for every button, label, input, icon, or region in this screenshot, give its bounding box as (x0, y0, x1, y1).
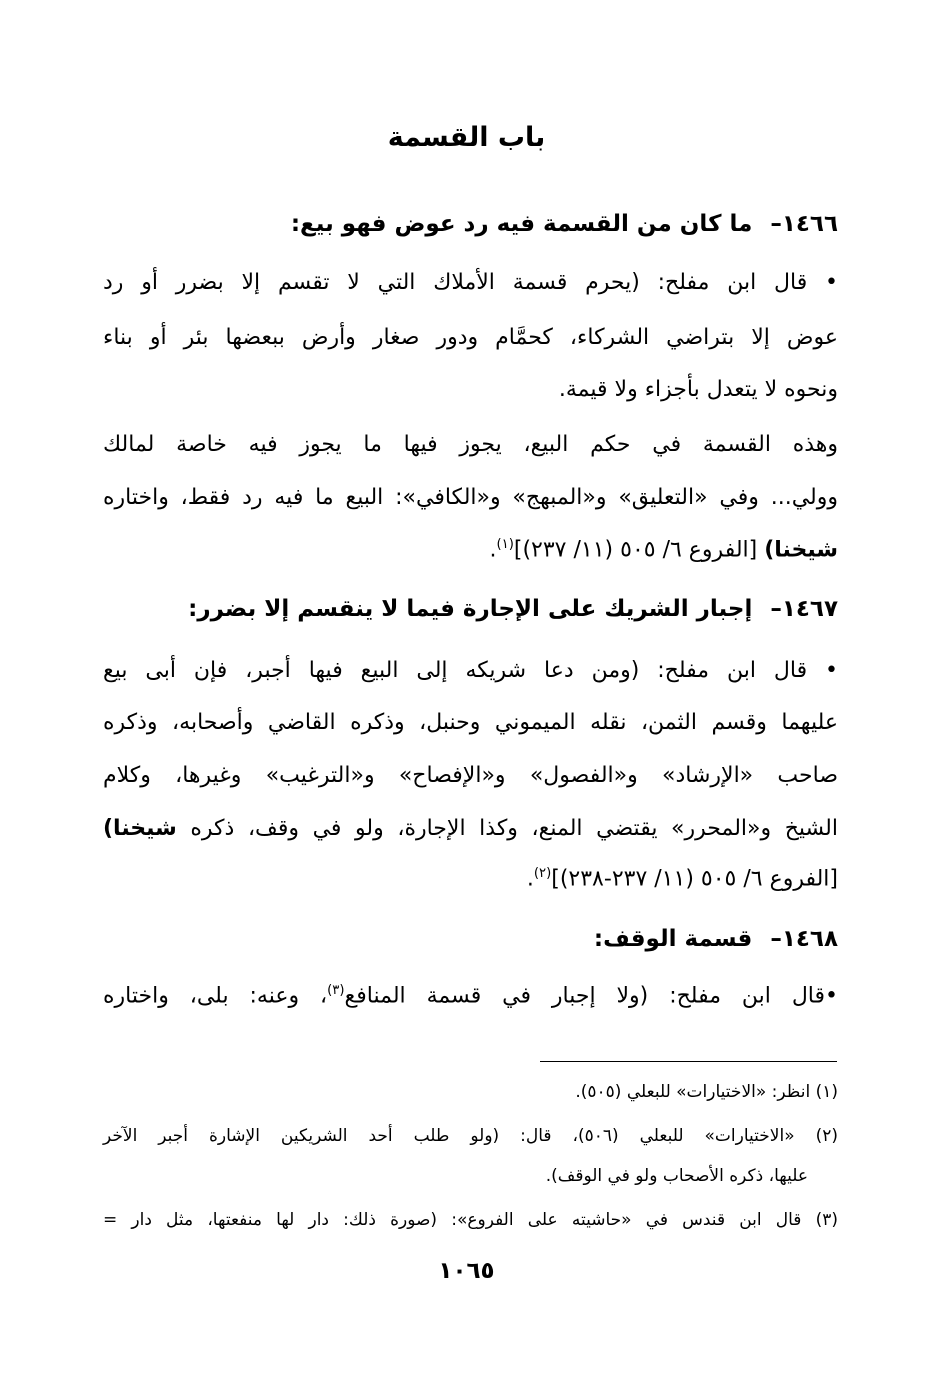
punctuation: . (526, 866, 534, 892)
footnote-1: (١) انظر: «الاختيارات» للبعلي (٥٠٥). (575, 1082, 838, 1102)
text-line: وولي... وفي «التعليق» و«المبهج» و«الكافي»: البيع ما فيه رد فقط، واختاره (103, 485, 838, 510)
section-title: إجبار الشريك على الإجارة فيما لا ينقسم إلا بضرر: (188, 596, 753, 622)
bold-term: شيخنا) (103, 816, 177, 841)
section-heading-1467 (188, 596, 838, 622)
section-number: ١٤٦٦– (770, 211, 838, 237)
footnote-3: (٣) قال ابن قندس في «حاشيته على الفروع»: (صورة ذلك: دار لها منفعتها، مثل دار = (103, 1210, 838, 1230)
text-line (103, 816, 838, 841)
bold-term: شيخنا) (764, 537, 838, 563)
text-line: • قال ابن مفلح: (ومن دعا شريكه إلى البيع فيها أجبر، فإن أبى بيع (103, 658, 838, 683)
footnote-divider (540, 1061, 837, 1062)
section-title: ما كان من القسمة فيه رد عوض فهو بيع: (290, 211, 753, 237)
chapter-title: باب القسمة (387, 122, 546, 153)
footnote-2: (٢) «الاختيارات» للبعلي (٥٠٦)، قال: (ولو طلب أحد الشريكين الإشارة أجبر الآخر (103, 1126, 838, 1146)
text-line: وهذه القسمة في حكم البيع، يجوز فيها ما يجوز فيه خاصة لمالك (103, 432, 838, 457)
text-segment: الشيخ و«المحرر» يقتضي المنع، وكذا الإجارة، ولو في وقف، ذكره (176, 816, 838, 841)
page-number: ١٠٦٥ (438, 1258, 495, 1284)
text-line: ونحوه لا يتعدل بأجزاء ولا قيمة. (558, 377, 838, 402)
text-line: صاحب «الإرشاد» و«الفصول» و«الإفصاح» و«الترغيب» وغيرها، وكلام (103, 763, 838, 788)
text-line: عليهما وقسم الثمن، نقله الميموني وحنبل، وذكره القاضي وأصحابه، وذكره (103, 710, 838, 735)
punctuation: . (489, 537, 497, 563)
text-line: عوض إلا بتراضي الشركاء، كحمَّام ودور صغار وأرض ببعضها بئر أو بناء (103, 325, 838, 350)
text-segment: •قال ابن مفلح: (ولا إجبار في قسمة المنافع (344, 983, 839, 1009)
text-line: • قال ابن مفلح: (يحرم قسمة الأملاك التي لا تقسم إلا بضرر أو رد (103, 270, 838, 295)
citation: [الفروع ٦/ ٥٠٥ (١١/ ٢٣٧-٢٣٨)] (551, 866, 838, 892)
footnote-marker: (١) (496, 537, 514, 552)
section-number: ١٤٦٨– (770, 926, 838, 952)
footnote-marker: (٣) (327, 983, 345, 998)
text-line (489, 537, 838, 562)
citation: [الفروع ٦/ ٥٠٥ (١١/ ٢٣٧)] (513, 537, 765, 563)
section-title: قسمة الوقف: (593, 926, 753, 952)
footnote-marker: (٢) (533, 866, 552, 881)
footnote-2-continued: عليها، ذكره الأصحاب ولو في الوقف). (545, 1166, 808, 1186)
section-heading-1466 (291, 211, 838, 237)
text-line (103, 983, 838, 1008)
text-segment: ، وعنه: بلى، واختاره (103, 983, 328, 1009)
section-number: ١٤٦٧– (770, 596, 838, 622)
section-heading-1468 (594, 926, 838, 952)
text-line (527, 866, 838, 891)
